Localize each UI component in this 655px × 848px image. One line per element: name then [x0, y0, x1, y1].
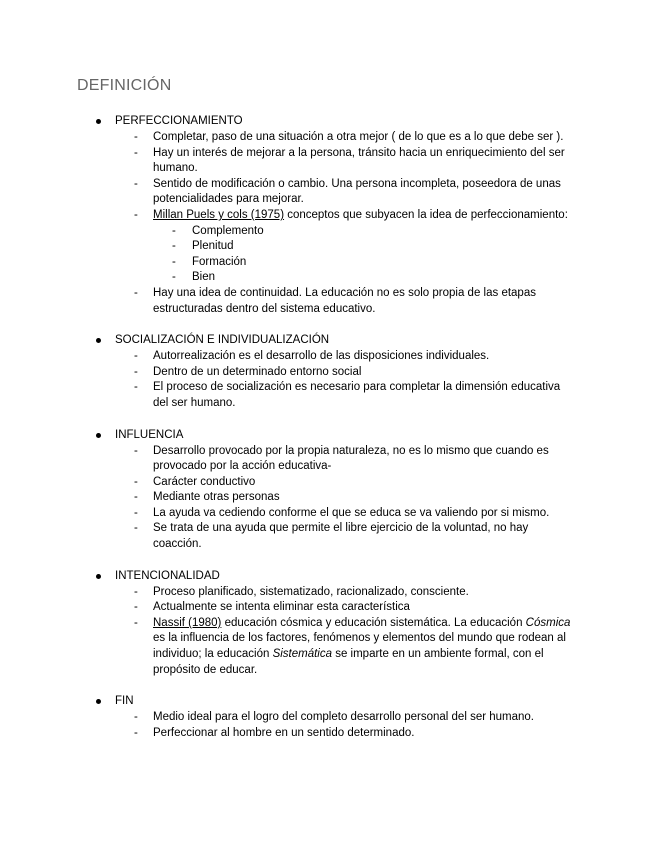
list-item	[0, 616, 655, 678]
list-item-text-rest: conceptos que subyacen la idea de perfeccionamiento:	[284, 208, 568, 221]
list-item-text: Proceso planificado, sistematizado, racionalizado, consciente.	[153, 585, 469, 598]
dash-marker: -	[134, 726, 138, 739]
dash-marker: -	[172, 255, 176, 268]
section-influencia	[0, 427, 655, 553]
list-item-text: Se trata de una ayuda que permite el libre ejercicio de la voluntad, no hay coacción.	[153, 522, 529, 551]
section-heading	[0, 427, 655, 444]
dash-marker: -	[134, 208, 138, 221]
list-item	[0, 349, 655, 365]
emphasis-text: Sistemática	[272, 648, 332, 661]
section-heading	[0, 568, 655, 585]
item-list	[0, 349, 655, 411]
item-list	[0, 130, 655, 317]
list-item	[0, 365, 655, 381]
list-item-text: La ayuda va cediendo conforme el que se educa se va valiendo por si mismo.	[153, 506, 550, 519]
list-item-text: Actualmente se intenta eliminar esta característica	[153, 601, 410, 614]
list-item	[0, 130, 655, 146]
sub-list-item	[0, 239, 655, 255]
list-item-text: Desarrollo provocado por la propia naturaleza, no es lo mismo que cuando es provocado por la acción educativa-	[153, 444, 549, 473]
sub-item-list	[0, 224, 655, 286]
section-heading-label: PERFECCIONAMIENTO	[115, 115, 243, 127]
bullet-icon	[96, 699, 101, 704]
list-item-text	[153, 616, 578, 678]
sub-item-text: Formación	[192, 255, 247, 268]
dash-marker: -	[134, 350, 138, 363]
bullet-icon	[96, 119, 101, 124]
list-item-text: Completar, paso de una situación a otra mejor ( de lo que es a lo que debe ser ).	[153, 131, 564, 143]
dash-marker: -	[172, 240, 176, 253]
list-item	[0, 286, 655, 317]
dash-marker: -	[172, 224, 176, 237]
dash-marker: -	[134, 381, 138, 394]
list-item	[0, 726, 655, 742]
list-item	[0, 710, 655, 726]
sub-list-item	[0, 224, 655, 240]
dash-marker: -	[134, 444, 138, 457]
list-item-text: Hay un interés de mejorar a la persona, tránsito hacia un enriquecimiento del ser humano.	[153, 146, 565, 175]
sub-list-item	[0, 270, 655, 286]
list-item-text: Carácter conductivo	[153, 475, 256, 488]
list-item-text: Medio ideal para el logro del completo desarrollo personal del ser humano.	[153, 711, 534, 724]
item-list	[0, 444, 655, 553]
list-item-text: Hay una idea de continuidad. La educación no es solo propia de las etapas estructuradas dentro del sistema educativo.	[153, 286, 536, 315]
list-item-text: Dentro de un determinado entorno social	[153, 365, 362, 378]
section-perfeccionamiento	[0, 113, 655, 317]
list-item-text: Perfeccionar al hombre en un sentido determinado.	[153, 726, 415, 739]
dash-marker: -	[134, 585, 138, 598]
text-run: se imparte en un ambiente formal, con el propósito de educar.	[153, 648, 544, 676]
dash-marker: -	[134, 506, 138, 519]
list-item	[0, 380, 655, 411]
dash-marker: -	[134, 522, 138, 535]
citation-link[interactable]: Nassif (1980)	[153, 616, 222, 629]
list-item	[0, 177, 655, 208]
list-item	[0, 585, 655, 601]
list-item-text: El proceso de socialización es necesario para completar la dimensión educativa del ser humano.	[153, 381, 561, 409]
dash-marker: -	[134, 131, 138, 143]
list-item	[0, 521, 655, 552]
bullet-icon	[96, 574, 101, 579]
list-item	[0, 490, 655, 506]
section-fin	[0, 693, 655, 741]
dash-marker: -	[134, 475, 138, 488]
sub-list-item	[0, 255, 655, 271]
list-item	[0, 475, 655, 491]
dash-marker: -	[134, 616, 138, 629]
document-body	[0, 113, 655, 756]
section-intencionalidad	[0, 568, 655, 679]
item-list	[0, 585, 655, 679]
section-heading-label: SOCIALIZACIÓN E INDIVIDUALIZACIÓN	[115, 334, 330, 347]
list-item-text: Sentido de modificación o cambio. Una persona incompleta, poseedora de unas potencialidades para mejorar.	[153, 177, 561, 206]
dash-marker: -	[134, 711, 138, 724]
text-run: educación cósmica y educación sistemática. La educación	[221, 616, 526, 629]
dash-marker: -	[134, 146, 138, 159]
item-list	[0, 710, 655, 741]
section-heading-label: FIN	[115, 695, 134, 708]
section-heading	[0, 332, 655, 349]
sub-item-text: Complemento	[192, 224, 264, 237]
sub-item-text: Bien	[192, 271, 216, 284]
list-item	[0, 444, 655, 475]
list-item-text: Autorrealización es el desarrollo de las disposiciones individuales.	[153, 350, 490, 363]
list-item	[0, 506, 655, 522]
dash-marker: -	[172, 271, 176, 284]
dash-marker: -	[134, 601, 138, 614]
list-item	[0, 208, 655, 286]
list-item	[0, 600, 655, 616]
page-title: DEFINICIÓN	[77, 77, 172, 94]
section-heading-label: INFLUENCIA	[115, 428, 184, 441]
section-heading	[0, 113, 655, 130]
sub-item-text: Plenitud	[192, 240, 234, 253]
dash-marker: -	[134, 177, 138, 190]
dash-marker: -	[134, 286, 138, 299]
dash-marker: -	[134, 491, 138, 504]
bullet-icon	[96, 338, 101, 343]
list-item	[0, 146, 655, 177]
text-run: es la influencia de los factores, fenómenos y elementos del mundo que rodean al individuo; la educación	[153, 632, 566, 661]
emphasis-text: Cósmica	[525, 616, 571, 629]
list-item-text: Mediante otras personas	[153, 491, 280, 504]
section-heading	[0, 693, 655, 710]
section-socializacion	[0, 332, 655, 411]
dash-marker: -	[134, 365, 138, 378]
citation-link[interactable]: Millan Puels y cols (1975)	[153, 208, 285, 221]
section-heading-label: INTENCIONALIDAD	[115, 569, 220, 582]
list-item-text	[153, 208, 578, 224]
bullet-icon	[96, 433, 101, 438]
